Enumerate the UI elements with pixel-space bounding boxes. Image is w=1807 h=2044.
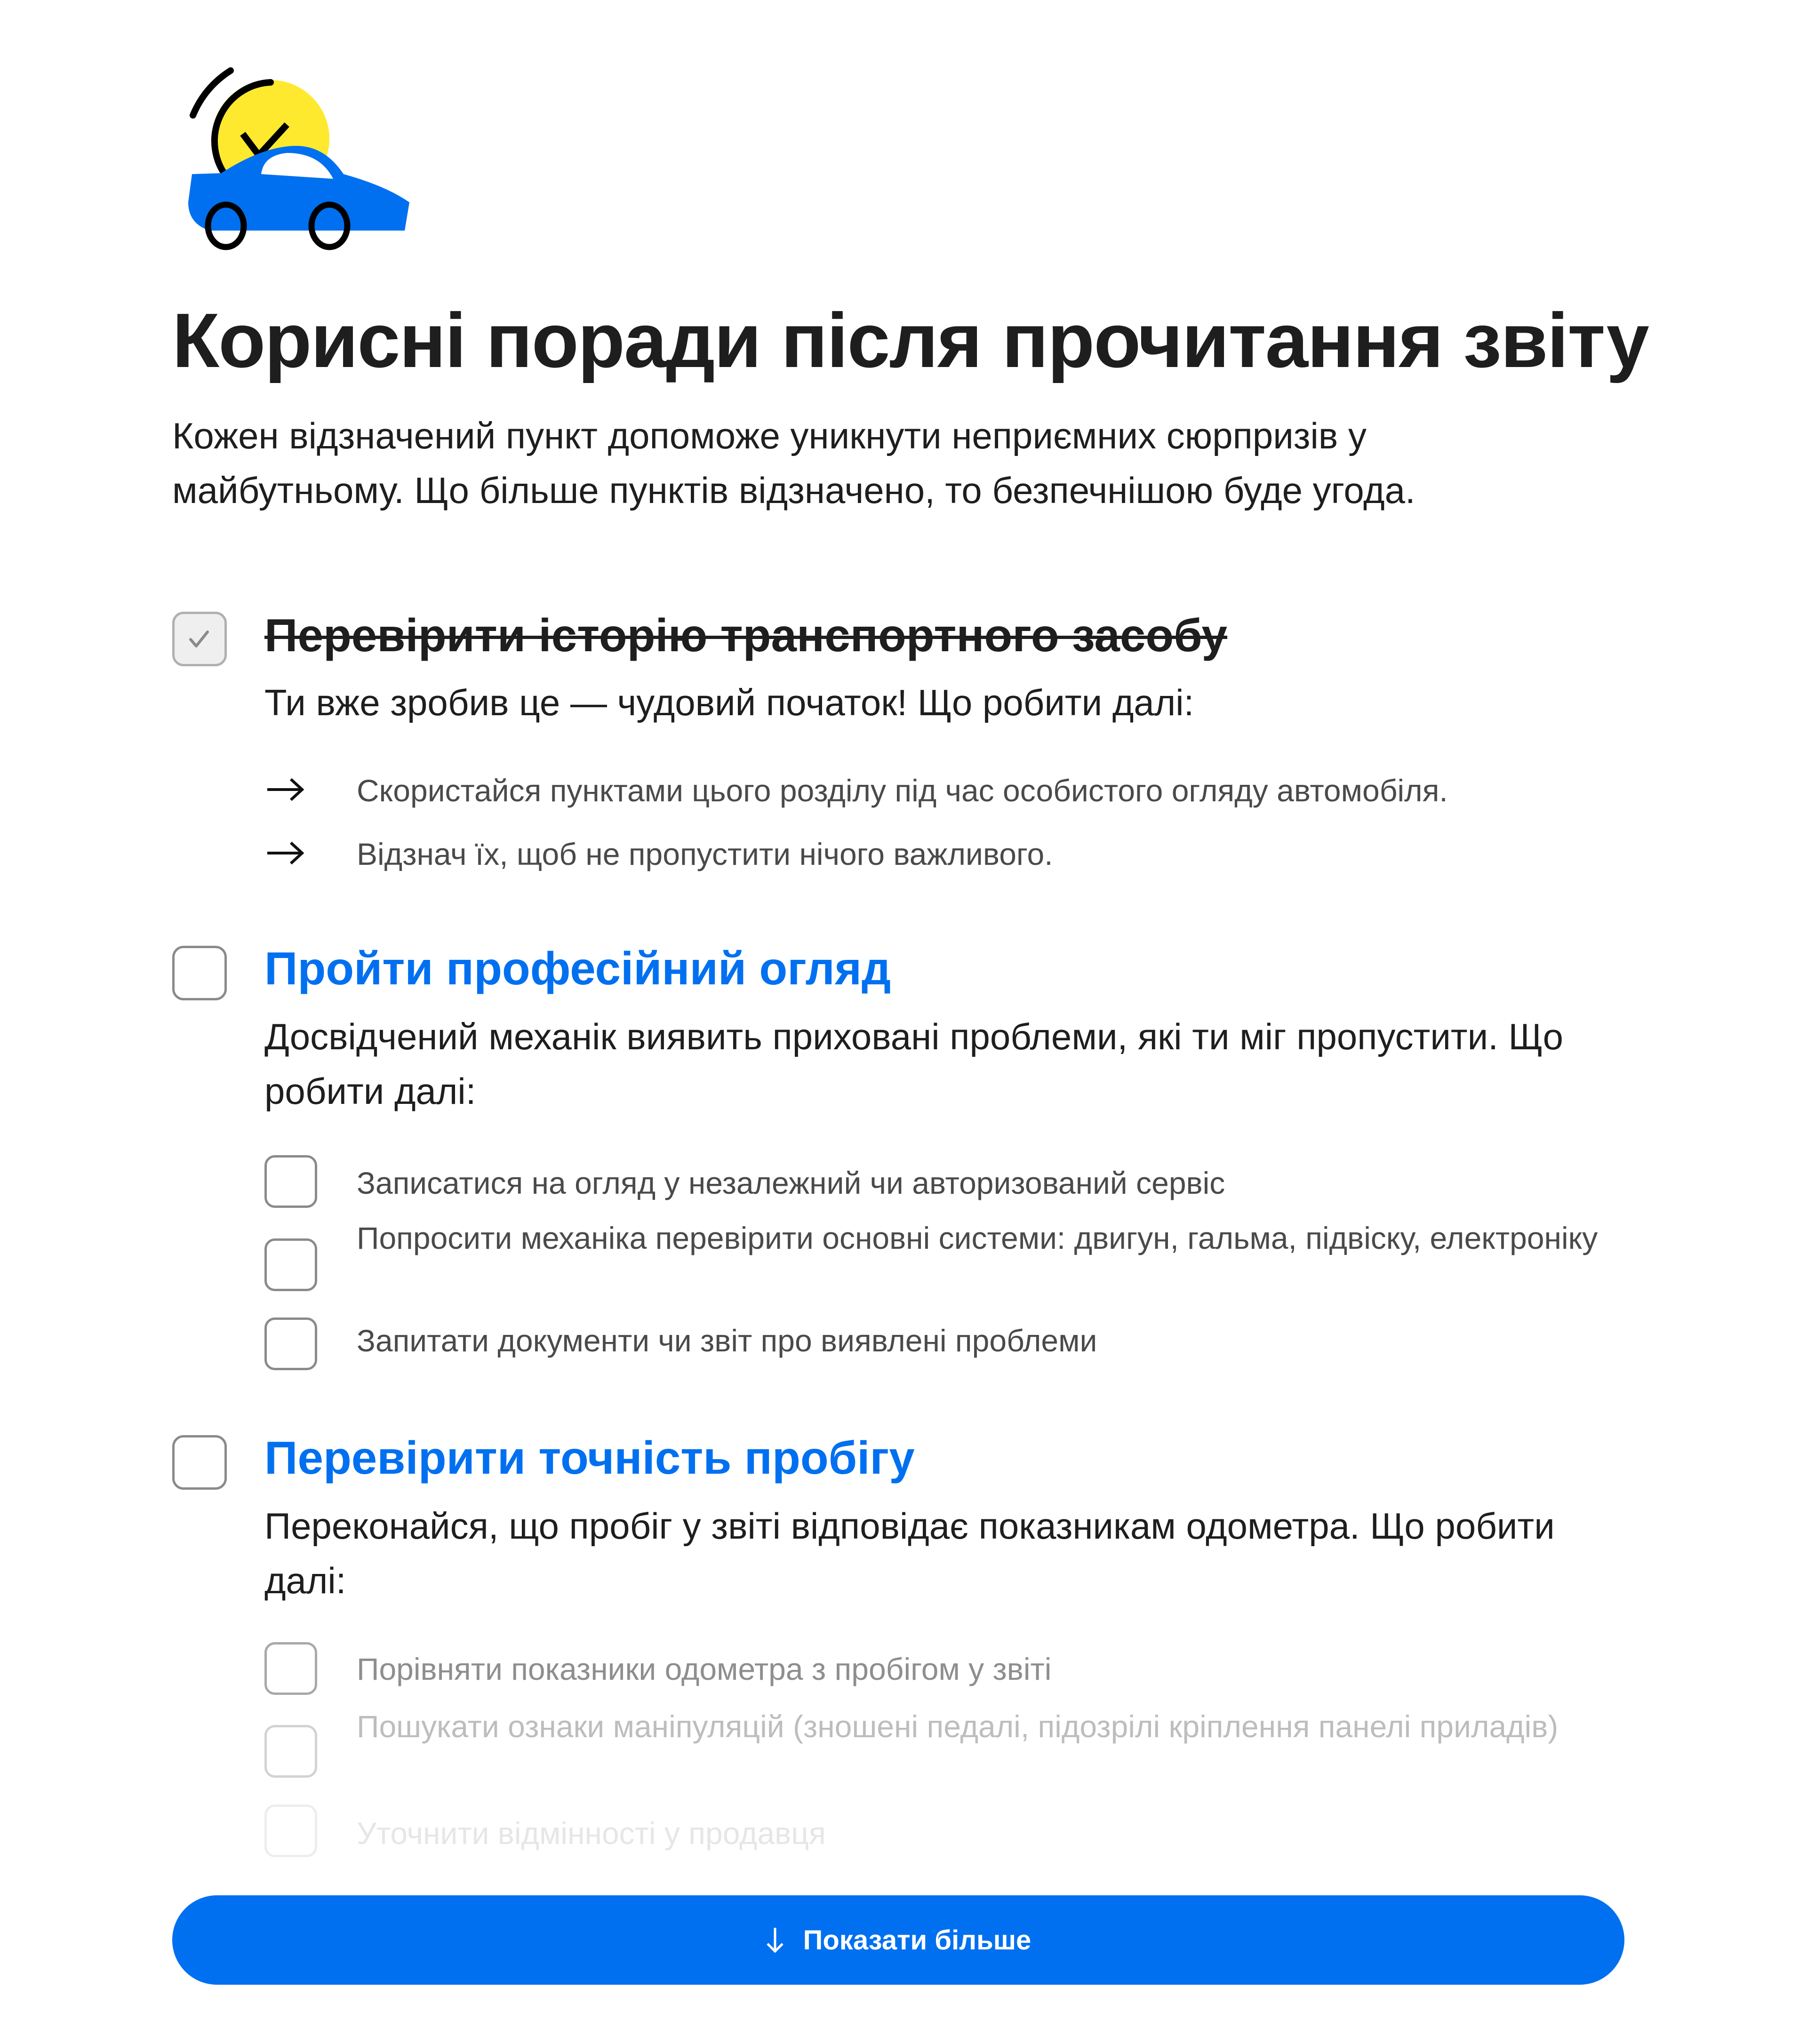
checkbox[interactable] xyxy=(264,1804,317,1857)
checkbox[interactable] xyxy=(264,1317,317,1370)
section-title: Перевірити історію транспортного засобу xyxy=(264,609,1228,661)
section-mileage-accuracy xyxy=(172,1432,1631,1859)
checklist-item-text: Уточнити відмінності у продавця xyxy=(357,1816,826,1851)
checklist-item[interactable] xyxy=(264,1221,1629,1327)
checklist-item-text: Запитати документи чи звіт про виявлені проблеми xyxy=(357,1323,1097,1358)
section-title: Перевірити точність пробігу xyxy=(264,1432,915,1484)
checkmark-icon xyxy=(182,622,217,656)
list-item xyxy=(264,830,1629,878)
checklist-item[interactable] xyxy=(264,1642,1629,1695)
arrow-down-icon xyxy=(766,1926,784,1954)
section-description: Переконайся, що пробіг у звіті відповідає показникам одометра. Що робити далі: xyxy=(264,1505,1555,1601)
car-with-checkmark-icon xyxy=(184,61,428,263)
checkbox[interactable] xyxy=(264,1642,317,1695)
arrow-right-icon xyxy=(264,775,307,804)
show-more-button[interactable] xyxy=(172,1895,1624,1985)
checkbox[interactable] xyxy=(264,1155,317,1208)
checkbox[interactable] xyxy=(264,1238,317,1291)
section-vehicle-history xyxy=(172,609,1631,875)
section-professional-inspection xyxy=(172,942,1631,1369)
section-checkbox-checked[interactable] xyxy=(172,612,227,666)
checklist-item-text: Пошукати ознаки маніпуляцій (зношені педалі, підозрілі кріплення панелі приладів) xyxy=(357,1709,1559,1744)
section-description: Досвідчений механік виявить приховані проблеми, які ти міг пропустити. Що робити далі: xyxy=(264,1016,1564,1112)
section-checkbox[interactable] xyxy=(172,946,227,1000)
page-title: Корисні поради після прочитання звіту xyxy=(172,297,1648,383)
checklist-item[interactable] xyxy=(264,1709,1629,1817)
section-title: Пройти професійний огляд xyxy=(264,942,891,994)
checklist-item[interactable] xyxy=(264,1155,1629,1208)
show-more-label: Показати більше xyxy=(803,1924,1031,1956)
checklist-item-text: Записатися на огляд у незалежний чи авторизований сервіс xyxy=(357,1166,1225,1200)
section-checkbox[interactable] xyxy=(172,1435,227,1490)
checklist-item-text: Порівняти показники одометра з пробігом у звіті xyxy=(357,1652,1052,1686)
car-check-illustration xyxy=(184,61,428,263)
list-item xyxy=(264,767,1629,814)
checkbox[interactable] xyxy=(264,1725,317,1778)
list-item-text: Скористайся пунктами цього розділу під час особистого огляду автомобіля. xyxy=(357,773,1448,808)
arrow-right-icon xyxy=(264,839,307,867)
list-item-text: Відзнач їх, щоб не пропустити нічого важливого. xyxy=(357,837,1053,871)
section-description: Ти вже зробив це — чудовий початок! Що робити далі: xyxy=(264,682,1194,723)
page-intro: Кожен відзначений пункт допоможе уникнути неприємних сюрпризів у майбутньому. Що більше пунктів відзначено, то безпечнішою буде угода. xyxy=(172,415,1415,511)
checklist-item-text: Попросити механіка перевірити основні системи: двигун, гальма, підвіску, електроніку xyxy=(357,1221,1598,1255)
checklist-item[interactable] xyxy=(264,1804,1629,1857)
checklist-item[interactable] xyxy=(264,1317,1629,1370)
